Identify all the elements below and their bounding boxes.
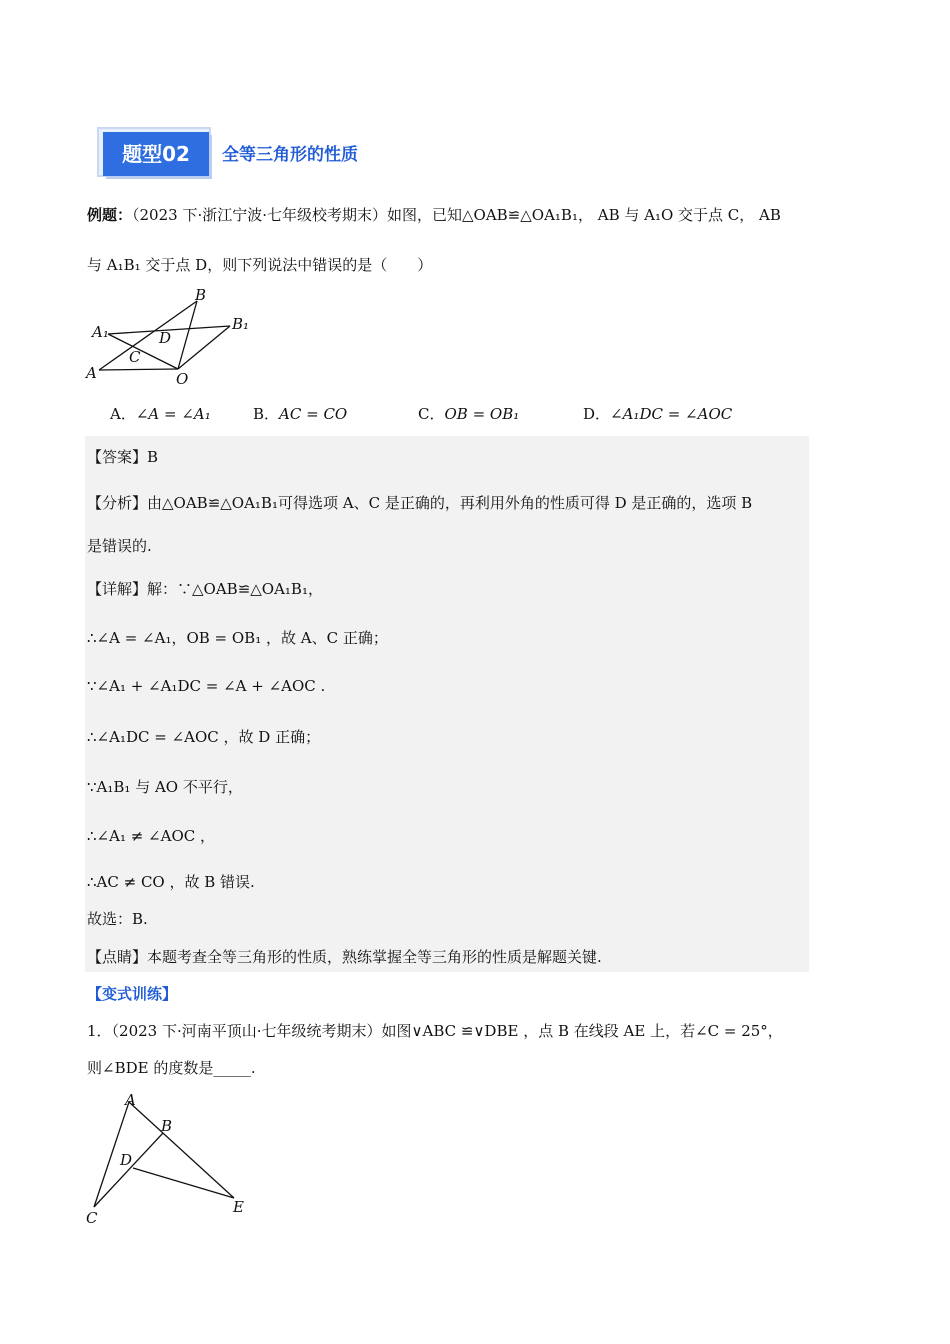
option-a xyxy=(110,403,211,424)
option-c-text: OB = OB₁ xyxy=(444,405,520,423)
option-d xyxy=(583,403,732,424)
fig1-label-A: A xyxy=(86,364,97,382)
choose-line: 故选：B. xyxy=(87,910,148,928)
option-d-text: ∠A₁DC = ∠AOC xyxy=(610,405,733,423)
segment-AE xyxy=(129,1102,234,1198)
step-2: ∵∠A₁ + ∠A₁DC = ∠A + ∠AOC . xyxy=(87,677,326,695)
fig1-label-B1: B₁ xyxy=(232,315,250,333)
example-line-2: 与 A₁B₁ 交于点 D，则下列说法中错误的是（ ） xyxy=(87,256,433,274)
option-c-key: C． xyxy=(418,405,445,423)
option-a-key: A． xyxy=(110,405,136,423)
segment-AB xyxy=(99,301,197,370)
fig2-label-B: B xyxy=(161,1117,173,1135)
question-1-line-1: 1．（2023 下·河南平顶山·七年级统考期末）如图∨ABC ≌∨DBE ，点 B 在线段 AE 上，若∠C = 25°， xyxy=(87,1022,783,1040)
segment-DE xyxy=(133,1168,234,1198)
comment-line: 【点睛】本题考查全等三角形的性质，熟练掌握全等三角形的性质是解题关键. xyxy=(87,948,602,966)
fig2-label-C: C xyxy=(86,1209,98,1227)
fig1-label-B: B xyxy=(195,286,207,304)
example-figure xyxy=(80,283,270,393)
fig2-label-E: E xyxy=(233,1198,244,1216)
fig1-label-C: C xyxy=(129,348,141,366)
step-3: ∴∠A₁DC = ∠AOC ，故 D 正确； xyxy=(87,728,321,746)
step-4: ∵A₁B₁ 与 AO 不平行， xyxy=(87,778,243,796)
analysis-line-2: 是错误的. xyxy=(87,537,152,555)
question-1-figure xyxy=(80,1088,270,1233)
step-1: ∴∠A = ∠A₁，OB = OB₁ ，故 A、C 正确； xyxy=(87,629,388,647)
section-badge: 题型02 xyxy=(103,132,209,176)
practice-header: 【变式训练】 xyxy=(87,985,178,1003)
section-title: 全等三角形的性质 xyxy=(222,145,358,165)
step-5: ∴∠A₁ ≠ ∠AOC ， xyxy=(87,827,216,845)
option-b-key: B． xyxy=(253,405,280,423)
option-d-key: D． xyxy=(583,405,611,423)
example-label: 例题： xyxy=(87,206,133,224)
question-1-line-2: 则∠BDE 的度数是_____. xyxy=(87,1059,256,1077)
fig2-label-D: D xyxy=(120,1151,133,1169)
option-c xyxy=(418,403,519,424)
segment-B1O xyxy=(178,326,230,369)
detail-line: 【详解】解：∵△OAB≌△OA₁B₁， xyxy=(87,580,323,598)
fig2-label-A: A xyxy=(125,1091,136,1109)
segment-AO xyxy=(99,369,178,370)
analysis-line-1: 【分析】由△OAB≌△OA₁B₁可得选项 A、C 是正确的，再利用外角的性质可得 D 是正确的，选项 B xyxy=(87,494,753,512)
segment-BO xyxy=(178,301,197,369)
option-b-text: AC = CO xyxy=(279,405,348,423)
example-text-1: （2023 下·浙江宁波·七年级校考期末）如图，已知△OAB≌△OA₁B₁， AB 与 A₁O 交于点 C， AB xyxy=(132,206,781,224)
fig1-label-D: D xyxy=(159,329,172,347)
fig1-label-O: O xyxy=(176,370,189,388)
example-line-1 xyxy=(87,204,781,225)
answer-line: 【答案】B xyxy=(87,448,159,466)
step-6: ∴AC ≠ CO ，故 B 错误. xyxy=(87,873,255,891)
option-b xyxy=(253,403,347,424)
fig1-label-A1: A₁ xyxy=(92,323,109,341)
section-badge-wrap xyxy=(97,127,215,179)
segment-BC xyxy=(94,1133,163,1207)
option-a-text: ∠A = ∠A₁ xyxy=(135,405,211,423)
